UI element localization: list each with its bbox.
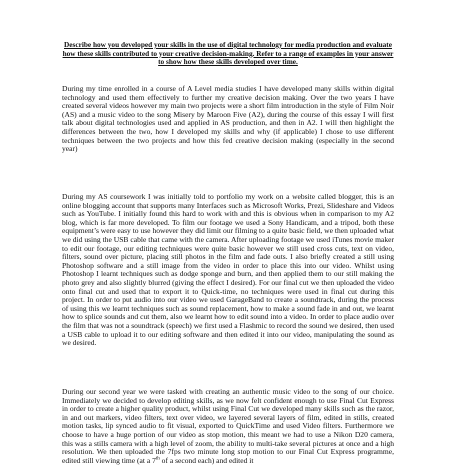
paragraph-second-year-text: During our second year we were tasked with creating an authentic music video to the song of our choice. Immediately we decided to develop editing skills, as we now felt confident enough to use Final Cut Express in order to create a higher quality product, whilst using Final Cut we developed many skills such as the razor, in and out markers, video filters, text over video, we layered several layers of film, edited in stills, created motion tasks, lip synced audio to fit visual, exported to QuickTime and used Video filters. Furthermore we choose to have a huge portion of our video as stop motion, this meant we had to use a Nikon D20 camera, this was a stills camera with a high level of zoom, the ability to multi-take several pictures at once and a high resolution. We then uploaded the 7fps two minute long stop motion to our Final Cut Express programme, edited still viewing time (at a 7: [62, 387, 394, 465]
essay-question-heading: Describe how you developed your skills in the use of digital technology for media production and evaluate how these skills contributed to your creative decision-making. Refer to a range of examples in your answer to show how these skills developed over time.: [62, 40, 394, 67]
paragraph-as-coursework: During my AS coursework I was initially told to portfolio my work on a website called blogger, this is an online blogging account that supports many Interfaces such as Microsoft Works, Prezi, Slideshare and Videos such as YouTube. I initially found this hard to work with and this is obvious when in comparison to my A2 blog, which is far more developed. To film our footage we used a Sony Handicam, and a tripod, both these equipment’s were easy to use however they did limit our filming to a quite basic field, we then uploaded what we did using the USB cable that came with the camera. After uploading footage we used iTunes movie maker to edit our footage, our editing techniques were quite basic however we still used cross cuts, text on video, filters, sound over picture, placing still photos in the film and fade outs. I also briefly created a still using Photoshop software and a still image from the video in order to place this into our video. Whilst using Photoshop I learnt techniques such as dodge sponge and burn, and then applied them to our still making the photo grey and also slightly blurred (giving the effect I desired). For our final cut we then uploaded the video onto final cut and used that to export it to Quick-time, no techniques were used in final cut during this project. In order to put audio into our video we used GarageBand to create a soundtrack, during the process of using this we learnt techniques such as sound replacement, how to make a sound fade in and out, we learnt how to splice sounds and cut them, also we learnt how to edit sound into a video. In order to place audio over the film that was not a soundtrack (speech) we first used a Flashmic to record the sound we desired, then used a USB cable to upload it to our editing software and then edited it into our video, manipulating the sound as we desired.: [62, 192, 394, 348]
ordinal-superscript: th: [155, 456, 160, 462]
paragraph-second-year-tail: of a second each) and edited it: [159, 455, 254, 465]
paragraph-introduction: During my time enrolled in a course of A Level media studies I have developed many skills within digital technology and used them effectively to further my creative decision making. Over the two years I have created several videos however my main two projects were a short film introduction in the style of Film Noir (AS) and a music video to the song Misery by Maroon Five (A2), during the course of this essay I will first talk about digital technologies used and applied in AS production, and then in A2. I will then highlight the differences between the two, how I developed my skills and why (if applicable) I chose to use different techniques between the two projects and how this fed creative decision making (especially in the second year): [62, 84, 394, 154]
paragraph-second-year: [62, 388, 394, 465]
